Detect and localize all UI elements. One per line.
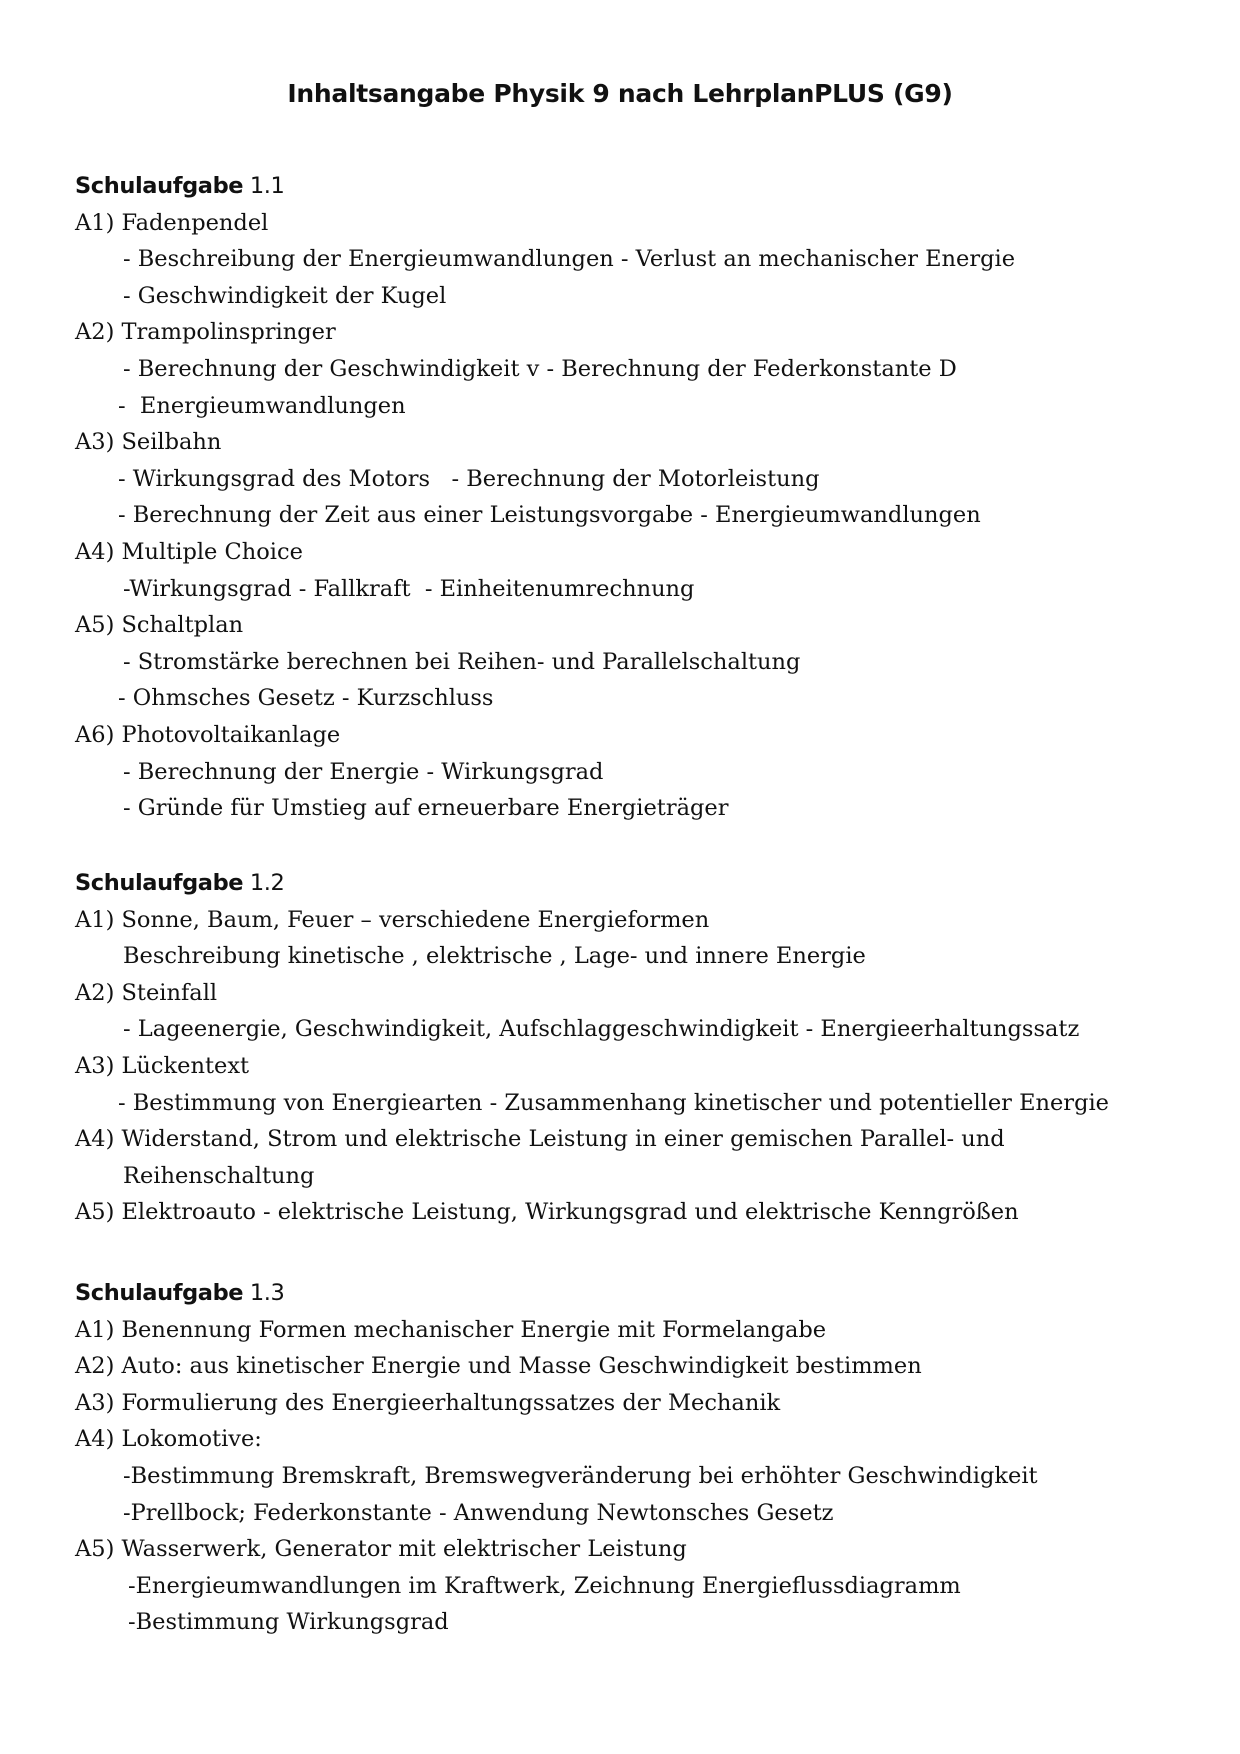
subtopic-line: - Geschwindigkeit der Kugel (123, 282, 447, 309)
task-line: A5) Elektroauto - elektrische Leistung, Wirkungsgrad und elektrische Kenngrößen (75, 1199, 1019, 1226)
task-line: A1) Sonne, Baum, Feuer – verschiedene Energieformen (75, 906, 710, 933)
subtopic-line: -Prellbock; Federkonstante - Anwendung Newtonsches Gesetz (123, 1499, 834, 1526)
subtopic-line: - Gründe für Umstieg auf erneuerbare Energieträger (123, 795, 729, 822)
task-line: A3) Seilbahn (75, 429, 222, 456)
subtopic-line: - Berechnung der Energie - Wirkungsgrad (123, 758, 604, 785)
subtopic-line: - Energieumwandlungen (118, 392, 406, 419)
subtopic-line: - Bestimmung von Energiearten - Zusammenhang kinetischer und potentieller Energie (118, 1089, 1109, 1116)
section-heading-label: Schulaufgabe (75, 870, 244, 896)
section-heading-number: 1.2 (243, 870, 285, 896)
subtopic-line: - Berechnung der Zeit aus einer Leistungsvorgabe - Energieumwandlungen (118, 502, 981, 529)
task-line: A5) Schaltplan (75, 612, 244, 639)
subtopic-line: Beschreibung kinetische , elektrische , Lage- und innere Energie (123, 943, 866, 970)
task-line: A4) Widerstand, Strom und elektrische Leistung in einer gemischen Parallel- und (75, 1126, 1005, 1153)
subtopic-line: - Berechnung der Geschwindigkeit v - Berechnung der Federkonstante D (123, 355, 957, 382)
subtopic-line: -Bestimmung Bremskraft, Bremswegveränderung bei erhöhter Geschwindigkeit (123, 1462, 1038, 1489)
subtopic-line: - Ohmsches Gesetz - Kurzschluss (118, 685, 494, 712)
section-heading (75, 168, 1195, 205)
section-schulaufgabe-1-3 (75, 1275, 1195, 1641)
page-title: Inhaltsangabe Physik 9 nach LehrplanPLUS (G9) (287, 79, 953, 108)
task-line: A2) Auto: aus kinetischer Energie und Masse Geschwindigkeit bestimmen (75, 1353, 922, 1380)
section-heading (75, 865, 1195, 902)
section-schulaufgabe-1-2 (75, 865, 1195, 1231)
subtopic-line: - Stromstärke berechnen bei Reihen- und Parallelschaltung (123, 648, 801, 675)
task-line: A3) Formulierung des Energieerhaltungssatzes der Mechanik (75, 1389, 781, 1416)
subtopic-line: - Beschreibung der Energieumwandlungen - Verlust an mechanischer Energie (123, 246, 1016, 273)
task-line: A4) Lokomotive: (75, 1426, 262, 1453)
subtopic-line: -Bestimmung Wirkungsgrad (128, 1609, 449, 1636)
section-heading (75, 1275, 1195, 1312)
task-line: A3) Lückentext (75, 1052, 250, 1079)
task-line: A1) Benennung Formen mechanischer Energie mit Formelangabe (75, 1316, 827, 1343)
section-heading-label: Schulaufgabe (75, 1280, 244, 1306)
section-heading-number: 1.3 (243, 1280, 285, 1306)
task-continuation-line: Reihenschaltung (123, 1162, 315, 1189)
task-line: A6) Photovoltaikanlage (75, 721, 341, 748)
task-line: A2) Trampolinspringer (75, 319, 336, 346)
task-line: A2) Steinfall (75, 979, 218, 1006)
task-line: A5) Wasserwerk, Generator mit elektrischer Leistung (75, 1536, 687, 1563)
section-heading-label: Schulaufgabe (75, 173, 244, 199)
task-line: A1) Fadenpendel (75, 209, 269, 236)
subtopic-line: -Energieumwandlungen im Kraftwerk, Zeichnung Energieflussdiagramm (128, 1572, 961, 1599)
task-line: A4) Multiple Choice (75, 538, 303, 565)
section-schulaufgabe-1-1 (75, 168, 1195, 827)
section-heading-number: 1.1 (243, 173, 285, 199)
subtopic-line: -Wirkungsgrad - Fallkraft - Einheitenumrechnung (123, 575, 695, 602)
subtopic-line: - Lageenergie, Geschwindigkeit, Aufschlaggeschwindigkeit - Energieerhaltungssatz (123, 1016, 1080, 1043)
subtopic-line: - Wirkungsgrad des Motors - Berechnung der Motorleistung (118, 465, 820, 492)
